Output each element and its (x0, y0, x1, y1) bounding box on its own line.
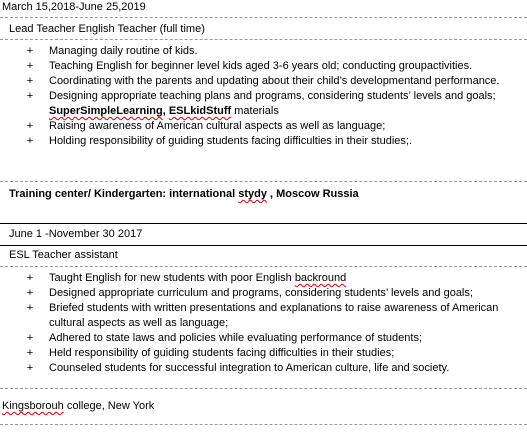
list-item (0, 361, 527, 376)
bullet-text: Designed appropriate curriculum and programs, considering students’ levels and goals; (49, 287, 473, 299)
section-divider (0, 245, 527, 246)
org-text: college, New York (63, 400, 155, 412)
job2-title: ESL Teacher assistant (9, 249, 118, 261)
bullet-text: Held responsibility of guiding students facing difficulties in their studies; (49, 347, 395, 359)
bullet-marker: + (26, 287, 34, 299)
bullet-marker: + (26, 60, 34, 72)
divider (0, 181, 527, 182)
org-misspelled: Kingsborouh (2, 400, 64, 412)
bullet-marker: + (26, 302, 34, 314)
bullet-text: Designing appropriate teaching plans and programs, considering students’ levels and goals; (49, 90, 496, 102)
list-item (0, 286, 527, 301)
bullet-text: Briefed students with written presentations and explanations to raise awareness of American cultural aspects as well as language; (49, 302, 499, 329)
materials-tail: materials (231, 105, 279, 117)
divider (0, 388, 527, 389)
divider (0, 266, 527, 267)
list-item (0, 89, 527, 119)
job2-dates: June 1 -November 30 2017 (9, 228, 143, 240)
section-divider (0, 223, 527, 224)
job1-organization (9, 187, 359, 202)
divider (0, 39, 527, 40)
bullet-text: Raising awareness of American cultural aspects as well as language; (49, 120, 386, 132)
list-item (0, 271, 527, 286)
bullet-marker: + (26, 347, 34, 359)
bullet-marker: + (26, 362, 34, 374)
bullet-marker: + (26, 45, 34, 57)
bullet-text: Managing daily routine of kids. (49, 45, 198, 57)
bullet-text: Adhered to state laws and policies while evaluating performance of students; (49, 332, 422, 344)
org-misspelled: stydy (238, 188, 267, 200)
divider (0, 424, 527, 425)
list-item (0, 346, 527, 361)
bullet-marker: + (26, 135, 34, 147)
bullet-text: Coordinating with the parents and updating about their child’s developmentand performance. (49, 75, 500, 87)
list-item (0, 331, 527, 346)
list-item (0, 59, 527, 74)
bullet-marker: + (26, 272, 34, 284)
list-item (0, 44, 527, 59)
bullet-text: Taught English for new students with poor English (49, 272, 295, 284)
materials-link-1: SuperSimpleLearning (49, 105, 163, 117)
list-item (0, 301, 527, 331)
job1-title: Lead Teacher English Teacher (full time) (9, 23, 205, 35)
misspelled-word: backround (294, 272, 347, 284)
bullet-marker: + (26, 120, 34, 132)
bullet-marker: + (26, 75, 34, 87)
list-item (0, 134, 527, 149)
job2-bullet-list (0, 271, 527, 376)
org-text: , Moscow Russia (266, 188, 359, 200)
org-text: Training center/ Kindergarten: international (9, 188, 239, 200)
list-item (0, 119, 527, 134)
list-item (0, 74, 527, 89)
bullet-text: Holding responsibility of guiding students facing difficulties in their studies;. (49, 135, 412, 147)
job2-organization (0, 399, 527, 414)
bullet-marker: + (26, 332, 34, 344)
materials-sep: , (162, 105, 169, 117)
materials-link-2: ESLkidStuff (168, 105, 232, 117)
bullet-text: Counseled students for successful integration to American culture, life and society. (49, 362, 450, 374)
bullet-text: Teaching English for beginner level kids aged 3-6 years old; conducting groupactivities. (49, 60, 473, 72)
job1-bullet-list (0, 44, 527, 149)
job1-dates: March 15,2018-June 25,2019 (2, 1, 146, 13)
divider (0, 17, 527, 18)
bullet-marker: + (26, 90, 34, 102)
